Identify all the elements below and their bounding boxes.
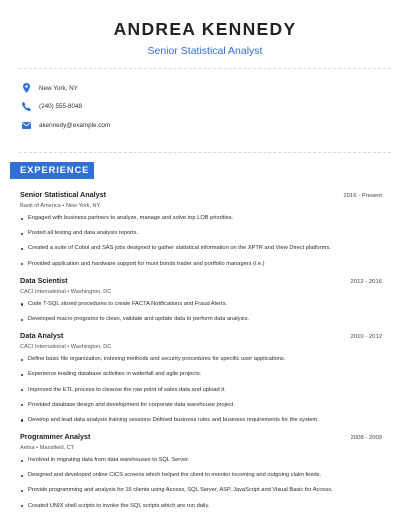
- envelope-icon: [21, 120, 31, 130]
- job-company: CACI International: [20, 288, 66, 295]
- job-location: Mansfield, CT: [39, 445, 75, 452]
- job-bullet: Engaged with business partners to analyze, manage and solve top LOB priorities.: [20, 215, 382, 223]
- resume-header: [0, 0, 410, 58]
- job-company: Aetna: [20, 445, 35, 452]
- job-dates: 2010 - 2012: [350, 334, 382, 341]
- job-bullets: [20, 215, 382, 268]
- job-company-line: Bank of America • New York, NY: [20, 203, 101, 209]
- job-bullet: Code T-SQL stored procedures to create FACTA Notifications and Fraud Alerts.: [20, 301, 382, 309]
- job-entry: [20, 432, 382, 510]
- contact-location: [21, 79, 110, 98]
- job-title: Data Scientist: [20, 275, 68, 285]
- job-bullets: [20, 301, 382, 324]
- job-bullet: Provided database design and development for corporate data warehouse project.: [20, 402, 382, 410]
- job-bullet: Provide programming and analysis for 16 clients using Access, SQL Server, ASP, JavaScript and Visual Basic for Access.: [20, 487, 382, 495]
- phone-icon: [21, 102, 31, 112]
- job-company: Bank of America: [20, 203, 61, 209]
- job-bullet: Involved in migrating data from data warehouses to SQL Server.: [20, 457, 382, 465]
- header-divider: [19, 68, 391, 69]
- contact-phone: [21, 98, 110, 117]
- job-company: CACI International: [20, 344, 66, 351]
- job-bullet: Experience leading database activities in waterfall and agile projects.: [20, 371, 382, 379]
- job-bullet: Develop and lead data analysis training sessions Defined business rules and business requirements for the system.: [20, 417, 382, 425]
- job-dates: 2008 - 2009: [350, 435, 382, 442]
- job-company-line: Aetna • Mansfield, CT: [20, 445, 75, 452]
- job-entry: [20, 331, 382, 424]
- contact-divider: [19, 152, 391, 153]
- job-title: Data Analyst: [20, 331, 64, 341]
- map-pin-icon: [21, 83, 31, 93]
- job-location: Washington, DC: [70, 288, 112, 295]
- experience-list: [20, 190, 382, 518]
- job-bullet: Designed and developed online CICS screens which helped the client to monitor incoming and outgoing claim feeds.: [20, 472, 382, 480]
- job-dates: 2016 - Present: [343, 193, 382, 199]
- phone-text: (240) 555-8048: [39, 103, 83, 111]
- contact-email: [21, 116, 110, 135]
- candidate-title: Senior Statistical Analyst: [147, 45, 263, 57]
- job-bullet: Improved the ETL process to cleanse the raw point of sales data and upload it.: [20, 387, 382, 395]
- contact-block: [21, 79, 110, 135]
- job-bullet: Created UNIX shell scripts to invoke the SQL scripts which are run daily.: [20, 503, 382, 511]
- job-title: Programmer Analyst: [20, 432, 91, 442]
- job-company-line: CACI International • Washington, DC: [20, 288, 112, 295]
- location-text: New York, NY: [39, 84, 78, 92]
- job-bullet: Define basic file organization, indexing methods and security procedures for specific user applications.: [20, 356, 382, 364]
- job-bullets: [20, 356, 382, 424]
- job-dates: 2012 - 2016: [350, 278, 382, 285]
- job-location: Washington, DC: [70, 344, 112, 351]
- job-bullet: Created a suite of Cobol and SAS jobs designed to gather statistical information on the XPTR and View Direct platforms.: [20, 245, 382, 253]
- job-entry: [20, 276, 382, 324]
- job-title: Senior Statistical Analyst: [20, 190, 107, 199]
- candidate-name: ANDREA KENNEDY: [113, 19, 297, 39]
- experience-section-header: EXPERIENCE: [10, 162, 94, 179]
- job-bullet: Provided application and hardware support for muni bonds trader and portfolio managers (i.e.): [20, 261, 382, 269]
- job-bullet: Developed macro programs to clean, validate and update data to perform data analysis.: [20, 316, 382, 324]
- job-bullet: Posted all testing and data analysis reports.: [20, 230, 382, 238]
- job-entry: [20, 190, 382, 268]
- job-bullets: [20, 457, 382, 510]
- email-text[interactable]: akennedy@example.com: [39, 121, 111, 129]
- job-location: New York, NY: [65, 203, 101, 209]
- job-company-line: CACI International • Washington, DC: [20, 344, 112, 351]
